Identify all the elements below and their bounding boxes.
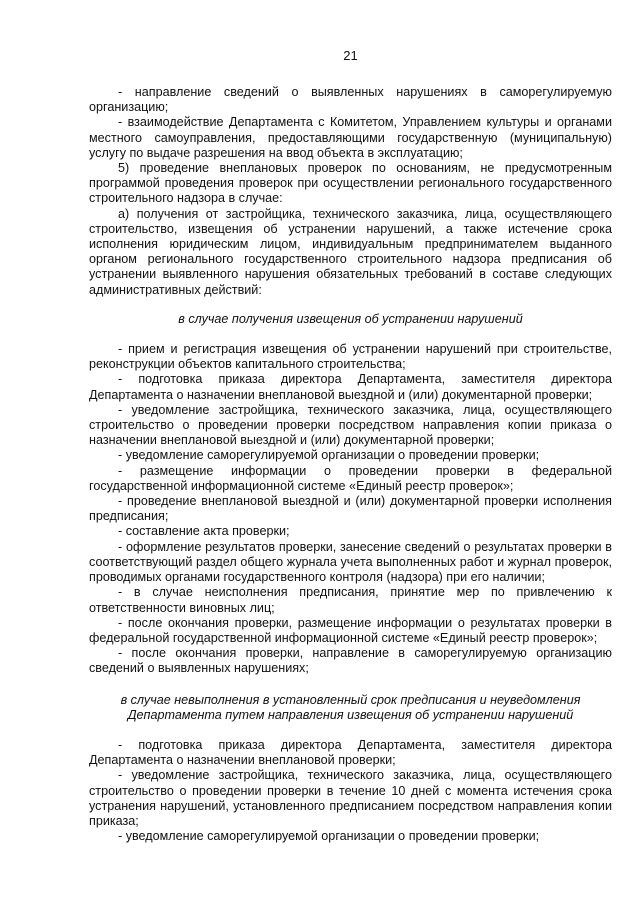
paragraph: - размещение информации о проведении проверки в федеральной государственной информационной системе «Единый реестр проверок»; — [89, 463, 612, 493]
section-heading-line: в случае получения извещения об устранении нарушений — [178, 311, 523, 326]
section-heading-line: Департамента путем направления извещения об устранении нарушений — [127, 707, 574, 722]
paragraph: - взаимодействие Департамента с Комитетом, Управлением культуры и органами местного самоуправления, предоставляющими государственную (муниципальную) услугу по выдаче разрешения на ввод объекта в эксплуатацию; — [89, 115, 612, 160]
section-heading — [89, 312, 612, 327]
paragraph: - подготовка приказа директора Департамента, заместителя директора Департамента о назначении внеплановой выездной и (или) документарной проверки; — [89, 372, 612, 402]
paragraph: - после окончания проверки, размещение информации о результатах проверки в федеральной государственной информационной системе «Единый реестр проверок»; — [89, 615, 612, 645]
paragraph: - подготовка приказа директора Департамента, заместителя директора Департамента о назначении внеплановой проверки; — [89, 737, 612, 768]
paragraph: - направление сведений о выявленных нарушениях в саморегулируемую организацию; — [89, 85, 612, 115]
paragraph: - после окончания проверки, направление в саморегулируемую организацию сведений о выявленных нарушениях; — [89, 646, 612, 676]
paragraph: - уведомление саморегулируемой организации о проведении проверки; — [118, 448, 540, 463]
paragraph: - проведение внеплановой выездной и (или) документарной проверки исполнения предписания; — [89, 494, 612, 524]
page-number: 21 — [343, 48, 358, 63]
section-heading-line: в случае невыполнения в установленный срок предписания и неуведомления — [120, 692, 581, 707]
section-heading — [89, 693, 612, 723]
paragraph: - уведомление саморегулируемой организации о проведении проверки; — [118, 829, 540, 844]
paragraph: - в случае неисполнения предписания, принятие мер по привлечению к ответственности виновных лиц; — [89, 585, 612, 615]
paragraph: 5) проведение внеплановых проверок по основаниям, не предусмотренным программой проведения проверок при осуществлении регионального государственного строительного надзора в случае: — [89, 161, 612, 206]
paragraph: - уведомление застройщика, технического заказчика, лица, осуществляющего строительство о проведении проверки в течение 10 дней с момента истечения срока устранения нарушений, установленного предписанием посредством направления копии приказа; — [89, 768, 612, 828]
paragraph: а) получения от застройщика, технического заказчика, лица, осуществляющего строительство, извещения об устранении нарушений, а также истечение срока исполнения юридическим лицом, индивидуальным предпринимателем выданного органом регионального государственного строительного надзора предписания об устранении выявленного нарушения обязательных требований в составе следующих административных действий: — [89, 206, 612, 297]
paragraph: - составление акта проверки; — [118, 524, 290, 539]
paragraph: - прием и регистрация извещения об устранении нарушений при строительстве, реконструкции объектов капитального строительства; — [89, 342, 612, 372]
document-body — [89, 85, 612, 844]
paragraph: - уведомление застройщика, технического заказчика, лица, осуществляющего строительство о проведении проверки посредством направления копии приказа о назначении внеплановой выездной и (или) документарной проверки; — [89, 402, 612, 448]
paragraph: - оформление результатов проверки, занесение сведений о результатах проверки в соответствующий раздел общего журнала учета выполненных работ и журнал проверок, проводимых органами государственного контроля (надзора) при его наличии; — [89, 539, 612, 585]
